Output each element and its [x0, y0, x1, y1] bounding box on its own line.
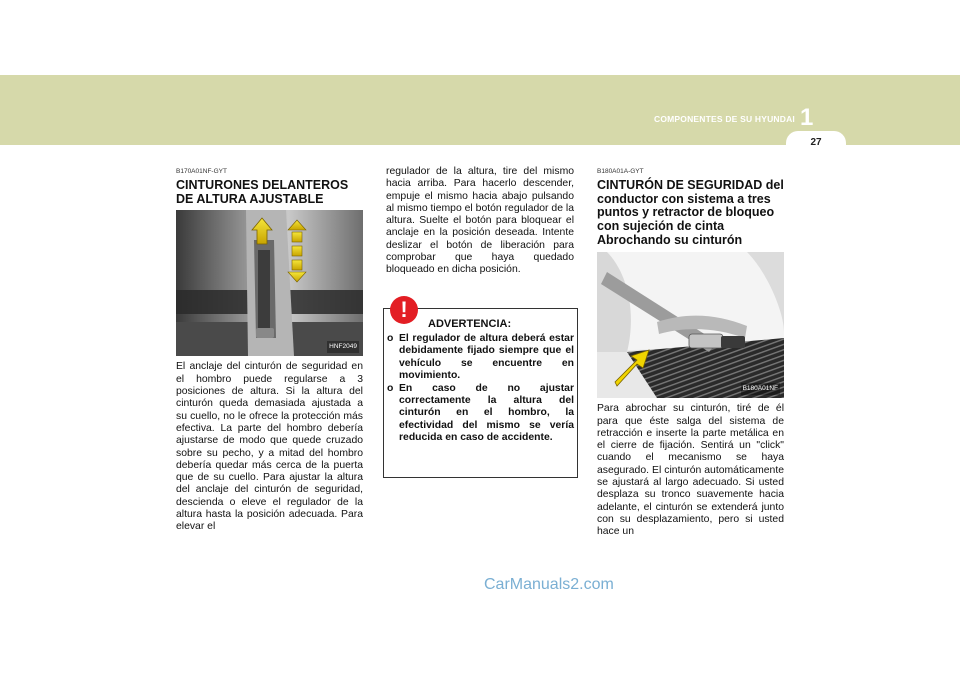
warning-exclamation-icon: !: [390, 296, 418, 324]
warning-item: [387, 383, 574, 445]
left-heading: CINTURONES DELANTEROS DE ALTURA AJUSTABLE: [176, 178, 349, 206]
right-column: [597, 166, 784, 539]
warning-item-text: El regulador de altura deberá estar debidamente fijado siempre que el vehículo se encuentre en movimiento.: [399, 333, 574, 382]
warning-bullet: o: [387, 382, 394, 394]
warning-list: [387, 333, 574, 445]
warning-item-text: En caso de no ajustar correctamente la altura del cinturón en el hombro, la efectividad del mismo se vería reducida en caso de accidente.: [399, 382, 574, 444]
warning-item: [387, 333, 574, 383]
height-adjuster-photo: [176, 210, 363, 356]
left-section-code: B170A01NF-GYT: [176, 168, 227, 175]
warning-title: ADVERTENCIA:: [428, 318, 512, 330]
right-heading-main: CINTURÓN DE SEGURIDAD del conductor con sistema a tres puntos y retractor de bloqueo con sujeción de cinta: [597, 178, 784, 234]
right-body: Para abrochar su cinturón, tiré de él para que éste salga del sistema de retracción e inserte la parte metálica en el cierre de fijación. Sentirá un "click" cuando el mecanismo se haya asegurado. El cinturón automáticamente se ajustará al largo adecuado. Si usted desplaza su tronco suavemente hacia adelante, el cinturón se extenderá junto con su desplazamiento, pero si usted hace un: [597, 403, 784, 538]
left-body: El anclaje del cinturón de seguridad en el hombro puede regularse a 3 posiciones de altura. Si la altura del cinturón queda demasiada ajustada a su cuello, no le ofrece la protección más efectiva. La parte del hombro debería ajustarse de modo que quede cruzado sobre su pecho, y a mitad del hombro debería quedar más cerca de la puerta que de su cuello. Para ajustar la altura del anclaje del cinturón de seguridad, descienda o eleve el regulador de la altura hasta la posición adecuada. Para elevar el: [176, 361, 363, 533]
right-subheading: Abrochando su cinturón: [597, 232, 743, 247]
left-image-label: HNF2049: [327, 341, 359, 353]
buckle-photo: [597, 252, 784, 398]
page-number: 27: [810, 137, 822, 148]
right-section-code: B180A01A-GYT: [597, 168, 644, 175]
watermark[interactable]: CarManuals2.com: [484, 576, 614, 593]
right-heading: [597, 179, 784, 247]
middle-body: regulador de la altura, tire del mismo hacia arriba. Para hacerlo descender, empuje el mismo hacia abajo pulsando al mismo tiempo el botón regulador de la altura. Suelte el botón para bloquear el anclaje en la posición deseada. Intente deslizar el botón de liberación para comprobar que haya quedado bloqueado en dicha posición.: [386, 166, 574, 276]
warning-bullet: o: [387, 333, 394, 344]
middle-column: [386, 166, 574, 277]
section-number: 1: [800, 104, 814, 131]
right-image-label: B180A01NF: [741, 383, 780, 395]
left-column: [176, 166, 363, 534]
section-title: COMPONENTES DE SU HYUNDAI: [653, 114, 795, 124]
